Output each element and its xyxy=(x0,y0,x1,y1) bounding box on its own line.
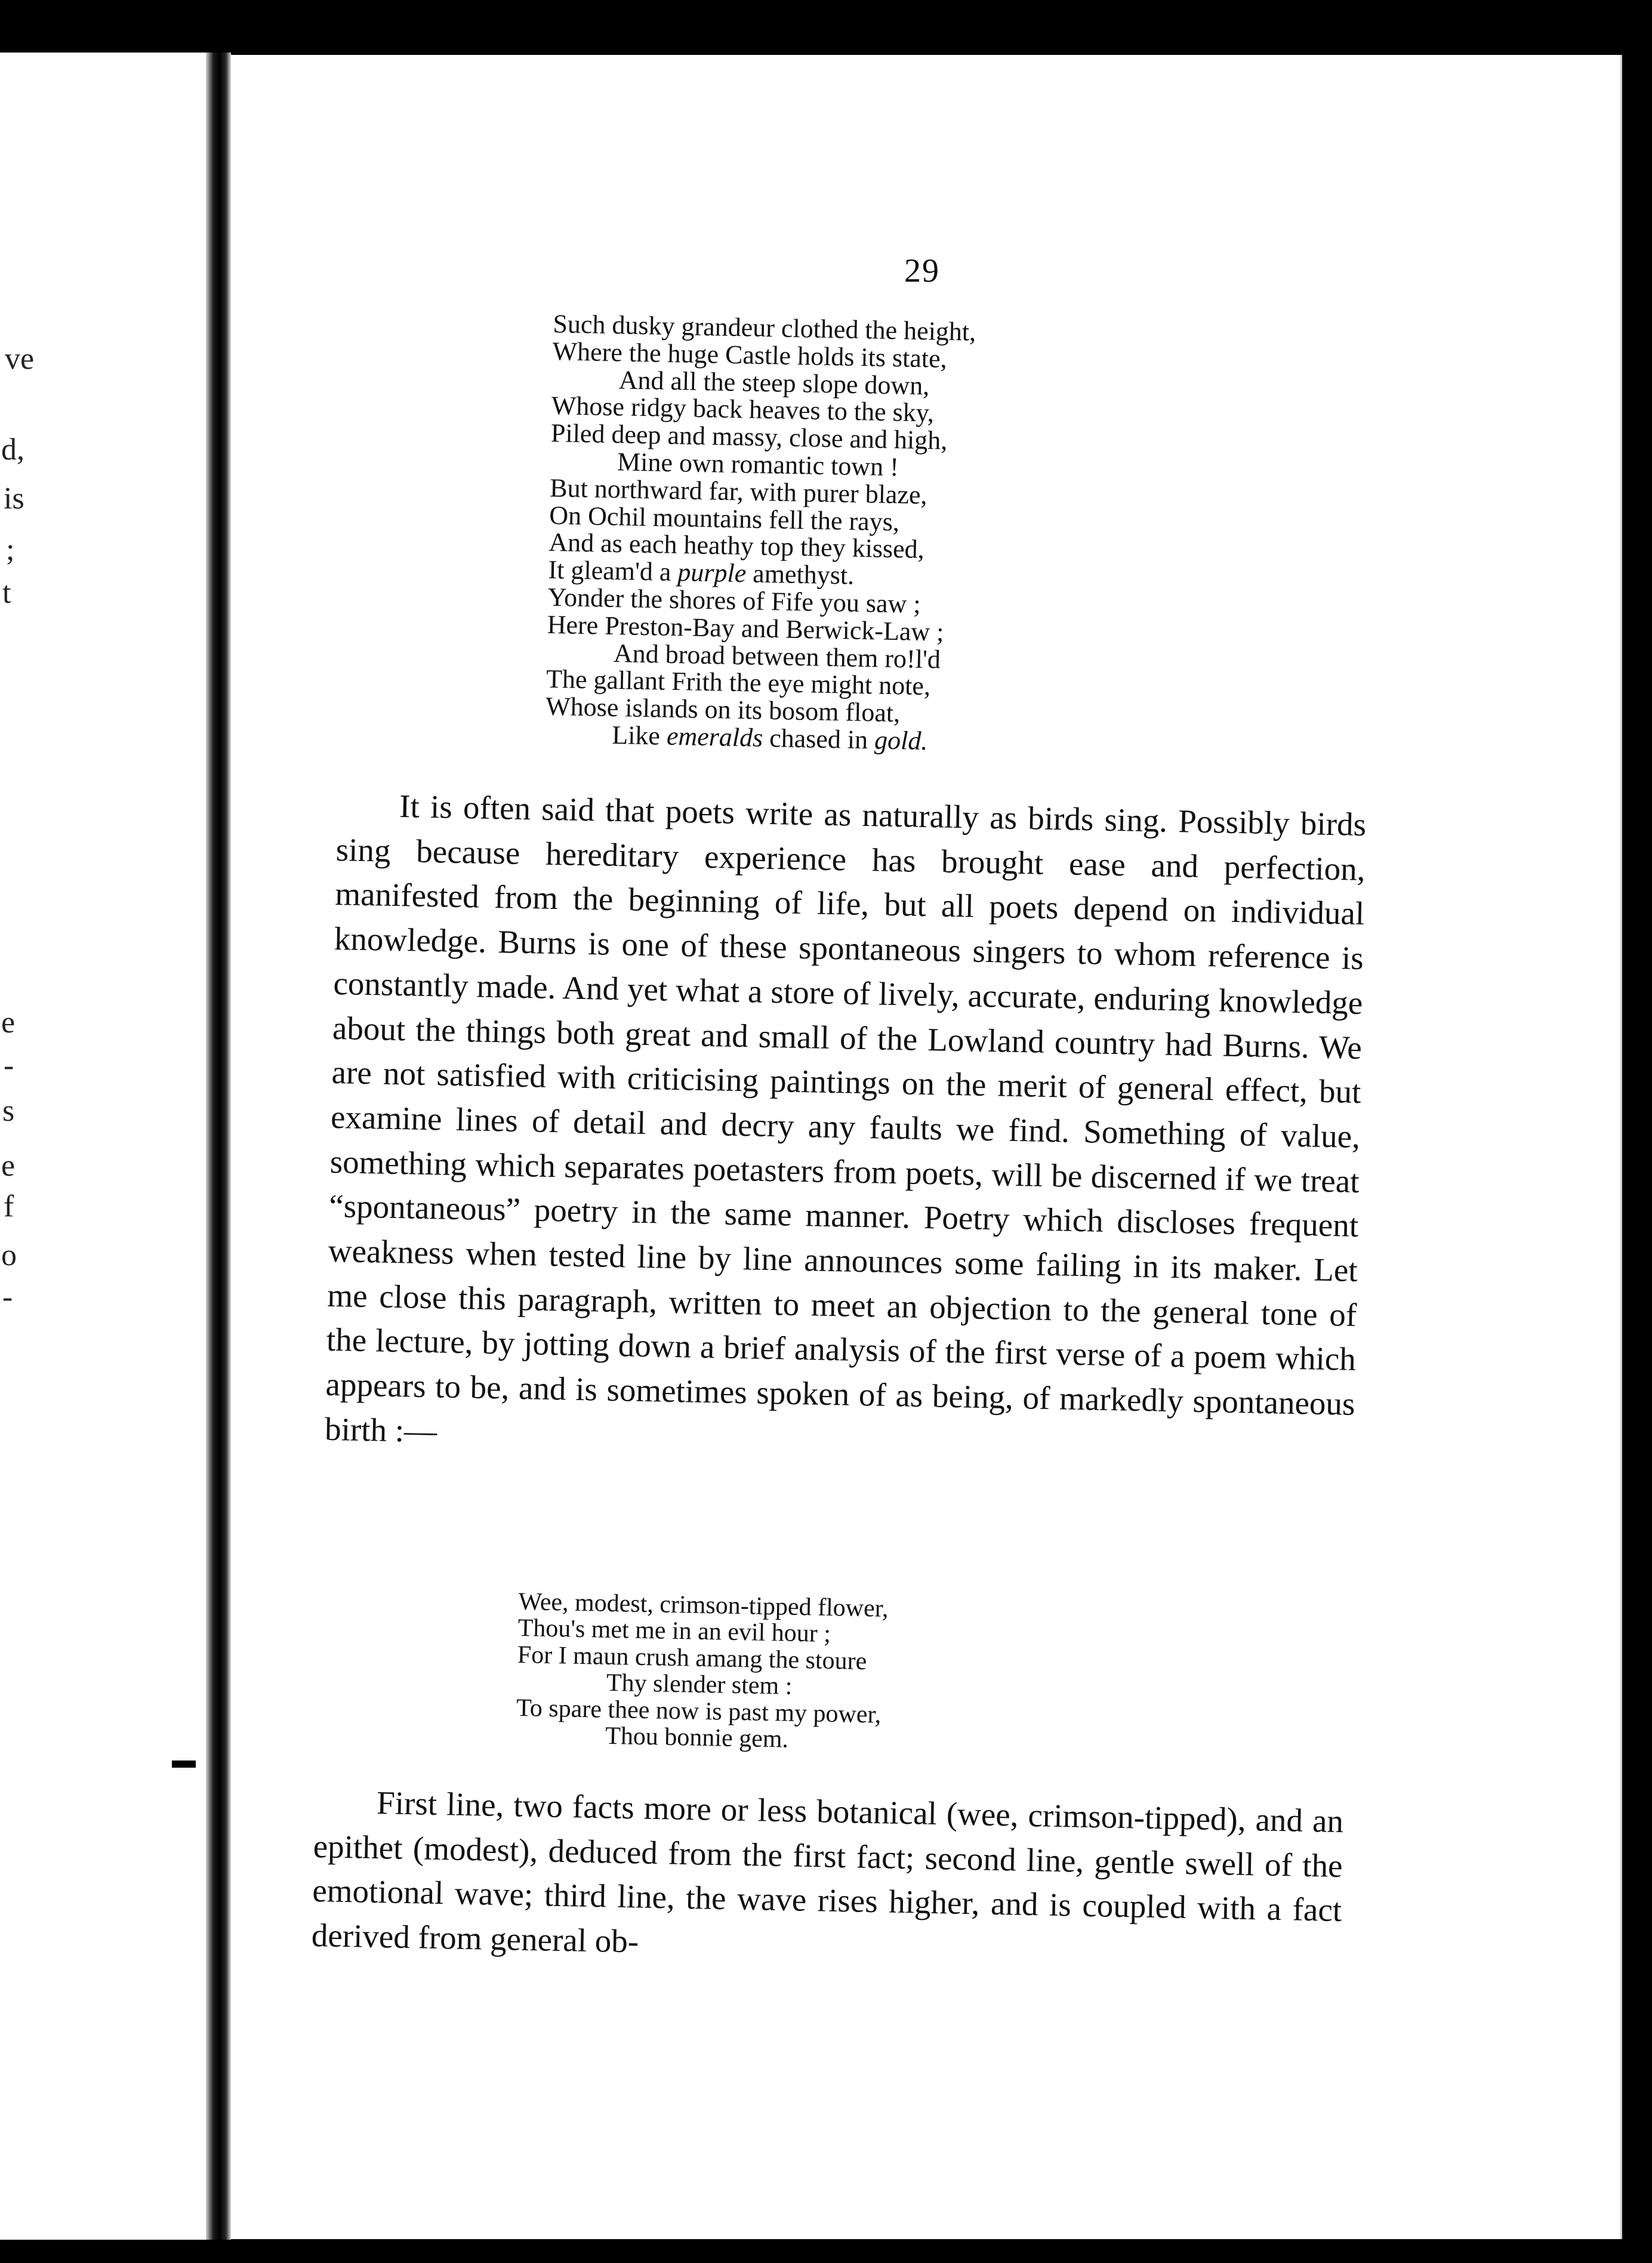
page-number: 29 xyxy=(904,252,940,289)
verse-line: On Ochil mountains fell the rays, xyxy=(548,500,900,537)
verse-line: Where the huge Castle holds its state, xyxy=(552,336,948,374)
verse-line: Thy slender stem : xyxy=(606,1669,793,1701)
fragment: - xyxy=(4,1049,14,1083)
verse-line: It gleam'd a purple amethyst. xyxy=(548,555,855,590)
verse-line: And broad between them ro!l'd xyxy=(613,638,941,674)
book-page xyxy=(231,55,1622,2239)
verse-line: For I maun crush amang the stoure xyxy=(517,1641,867,1676)
verse-line: Yonder the shores of Fife you saw ; xyxy=(547,582,921,619)
fragment: o xyxy=(1,1238,17,1272)
body-paragraph xyxy=(311,1780,1343,1978)
verse-line: Like emeralds chased in gold. xyxy=(611,720,928,756)
gutter-mark xyxy=(172,1761,196,1768)
book-gutter xyxy=(206,53,231,2240)
fragment: - xyxy=(2,1280,13,1314)
verse-line: Wee, modest, crimson-tipped flower, xyxy=(518,1588,889,1623)
verse-line: Here Preston-Bay and Berwick-Law ; xyxy=(547,609,944,647)
verse-line: The gallant Frith the eye might note, xyxy=(545,664,931,701)
verse-line: Thou bonnie gem. xyxy=(605,1722,789,1753)
fragment: is xyxy=(4,482,24,516)
fragment: ve xyxy=(5,342,35,376)
fragment: e xyxy=(1,1149,16,1183)
fragment: e xyxy=(1,1006,16,1040)
verse-line: Whose islands on its bosom float, xyxy=(545,692,901,728)
fragment: s xyxy=(2,1094,15,1128)
verse-line: Mine own romantic town ! xyxy=(617,447,899,482)
verse-line: And as each heathy top they kissed, xyxy=(548,528,925,565)
fragment: ; xyxy=(6,533,15,567)
fragment: t xyxy=(2,576,11,610)
paragraph-text: First line, two facts more or less botanical (wee, crimson-tipped), and an epithet (modest), deduced from the first fact; second line, gentle swell of the emotional wave; third line, the wave rises higher, and is coupled with a fact derived from general ob- xyxy=(311,1784,1344,1960)
verse-line: And all the steep slope down, xyxy=(618,365,930,400)
verse-line: To spare thee now is past my power, xyxy=(516,1694,882,1729)
verse-line: Thou's met me in an evil hour ; xyxy=(517,1614,831,1648)
paragraph-text: It is often said that poets write as naturally as birds sing. Possibly birds sing because hereditary experience has brought ease and perfection, manifested from the beginning of life, but all poets depend on individual knowledge. Burns is one of these spontaneous singers to whom reference is constantly made. And yet what a store of lively, accurate, enduring knowledge about the things both great and small of the Lowland country had Burns. We are not satisfied with criticising paintings on the merit of general effect, but examine lines of detail and decry any faults we find. Something of value, something which separates poetasters from poets, will be discerned if we treat “spontaneous” poetry in the same manner. Poetry which discloses frequent weakness when tested line by line announces some failing in its maker. Let me close this paragraph, written to meet an objection to the general tone of the lecture, by jotting down a brief analysis of the first verse of a poem which appears to be, and is sometimes spoken of as being, of markedly spontaneous birth :— xyxy=(324,788,1367,1450)
verse-quotation-burns xyxy=(516,1589,1056,1758)
verse-line: But northward far, with purer blaze, xyxy=(549,473,928,510)
fragment: d, xyxy=(1,433,24,467)
scan-border-top xyxy=(0,0,1652,54)
verse-line: Whose ridgy back heaves to the sky, xyxy=(551,391,935,428)
scan-border-bottom xyxy=(0,2240,1652,2263)
verse-line: Piled deep and massy, close and high, xyxy=(550,418,948,455)
body-paragraph xyxy=(324,783,1366,1471)
verse-quotation xyxy=(545,310,1150,759)
verse-line: Such dusky grandeur clothed the height, xyxy=(553,309,976,347)
facing-page-edge xyxy=(0,53,206,2240)
fragment: f xyxy=(4,1189,14,1223)
